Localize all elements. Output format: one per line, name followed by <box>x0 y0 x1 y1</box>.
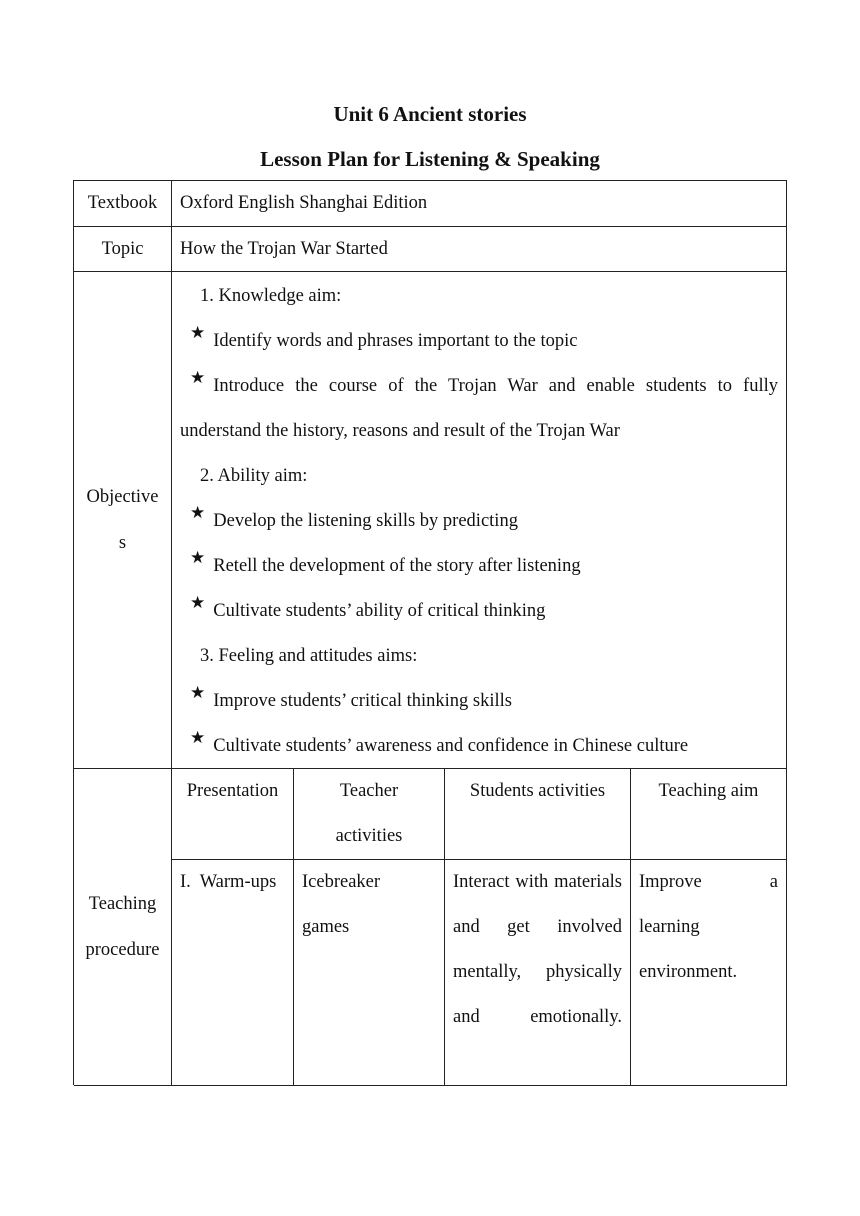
textbook-label: Textbook <box>87 193 158 213</box>
presentation-warm-ups: I. Warm-ups <box>172 860 294 1086</box>
header-presentation: Presentation <box>172 769 294 860</box>
star-icon: ★ <box>190 548 206 568</box>
star-icon: ★ <box>190 593 206 613</box>
objective-item: ★ Cultivate students’ awareness and confidence in Chinese culture <box>172 724 786 769</box>
topic-value: How the Trojan War Started <box>172 227 787 272</box>
topic-label: Topic <box>101 238 144 259</box>
objectives-content <box>172 272 787 769</box>
objective-item: ★ Develop the listening skills by predicting <box>172 499 786 544</box>
topic-label-cell <box>74 227 172 272</box>
page-title: Unit 6 Ancient stories <box>333 102 527 126</box>
star-icon: ★ <box>190 683 206 703</box>
teaching-aim: Improve a learning environment. <box>631 860 787 1086</box>
procedure-label: Teaching procedure <box>85 894 160 960</box>
students-activity: Interact with materials and get involved mentally, physically and emotionally. <box>445 860 631 1086</box>
objective-item: ★ Cultivate students’ ability of critical thinking <box>172 589 786 634</box>
procedure-label-cell <box>74 769 172 1086</box>
objective-item: ★ Identify words and phrases important to the topic <box>172 319 786 364</box>
star-icon: ★ <box>190 503 206 523</box>
header-teaching-aim: Teaching aim <box>631 769 787 860</box>
textbook-value: Oxford English Shanghai Edition <box>172 181 787 227</box>
textbook-label-cell <box>74 181 172 227</box>
teacher-activity: Icebreaker games <box>294 860 445 1086</box>
header-teacher-activities: Teacher activities <box>294 769 445 860</box>
objective-item-continued: understand the history, reasons and result of the Trojan War <box>180 421 620 441</box>
objective-item: ★ Introduce the course of the Trojan War and enable students to fully <box>172 364 786 409</box>
lesson-plan-table <box>73 180 787 1085</box>
objective-item: ★ Improve students’ critical thinking skills <box>172 679 786 724</box>
objectives-label: Objectives <box>86 487 159 553</box>
star-icon: ★ <box>190 728 206 748</box>
objectives-label-cell <box>74 272 172 769</box>
page-subtitle: Lesson Plan for Listening & Speaking <box>260 147 600 171</box>
star-icon: ★ <box>190 323 206 343</box>
knowledge-aim-heading: 1. Knowledge aim: <box>200 286 342 306</box>
header-students-activities: Students activities <box>445 769 631 860</box>
feeling-aim-heading: 3. Feeling and attitudes aims: <box>200 646 418 666</box>
ability-aim-heading: 2. Ability aim: <box>200 466 308 486</box>
star-icon: ★ <box>190 368 206 388</box>
objective-item: ★ Retell the development of the story after listening <box>172 544 786 589</box>
